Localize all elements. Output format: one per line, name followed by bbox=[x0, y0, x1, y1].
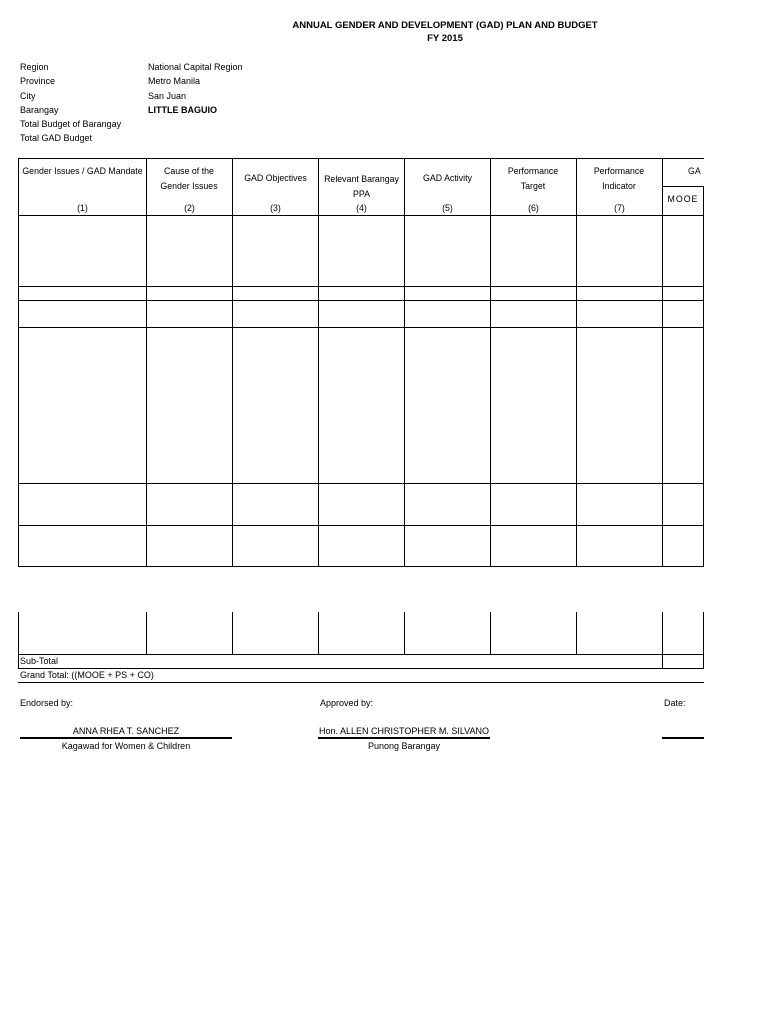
info-value-barangay: LITTLE BAGUIO bbox=[148, 104, 217, 115]
col-border bbox=[576, 612, 577, 654]
info-label-total-budget: Total Budget of Barangay bbox=[20, 119, 122, 130]
info-label-city: City bbox=[20, 90, 36, 101]
col-border bbox=[662, 158, 663, 567]
info-label-region: Region bbox=[20, 62, 49, 72]
col-border bbox=[18, 158, 19, 567]
document-title: ANNUAL GENDER AND DEVELOPMENT (GAD) PLAN AND BUDGET bbox=[292, 20, 598, 31]
subtotal-top-border bbox=[18, 654, 704, 655]
row-divider bbox=[18, 525, 704, 526]
col-header-performance-indicator: Performance Indicator bbox=[593, 166, 645, 191]
endorser-name: ANNA RHEA T. SANCHEZ bbox=[72, 726, 180, 736]
col-border bbox=[318, 158, 319, 567]
col-border bbox=[490, 158, 491, 567]
info-value-province: Metro Manila bbox=[148, 76, 201, 87]
row-divider bbox=[18, 327, 704, 328]
approver-signature-line bbox=[318, 737, 490, 739]
subtotal-bottom-border bbox=[18, 668, 704, 669]
info-label-barangay: Barangay bbox=[20, 104, 59, 115]
endorser-signature-line bbox=[20, 737, 232, 739]
col-border bbox=[146, 612, 147, 654]
info-label-gad-budget: Total GAD Budget bbox=[20, 133, 93, 144]
col-border bbox=[576, 158, 577, 567]
table-top-border bbox=[18, 158, 704, 159]
approver-title: Punong Barangay bbox=[367, 741, 441, 751]
fiscal-year: FY 2015 bbox=[427, 33, 463, 44]
approver-name: Hon. ALLEN CHRISTOPHER M. SILVANO bbox=[318, 726, 490, 736]
col-header-gad-activity: GAD Activity bbox=[423, 173, 472, 183]
col-num-4: (4) bbox=[356, 203, 367, 213]
col-num-2: (2) bbox=[184, 203, 195, 213]
col-border bbox=[662, 612, 663, 669]
info-value-region: National Capital Region bbox=[148, 62, 243, 72]
row-divider bbox=[18, 483, 704, 484]
col-border bbox=[404, 158, 405, 567]
col-border bbox=[703, 612, 704, 669]
approved-by-label: Approved by: bbox=[320, 698, 374, 708]
info-value-gad-budget bbox=[148, 131, 243, 145]
col-border bbox=[18, 612, 19, 669]
header-bottom-border bbox=[18, 215, 704, 216]
subtotal-label: Sub-Total bbox=[20, 656, 59, 666]
col-header-gad-budget: GA bbox=[688, 166, 701, 176]
col-header-performance-target: Performance Target bbox=[507, 166, 559, 191]
info-value-city: San Juan bbox=[148, 90, 187, 101]
table-bottom-border bbox=[18, 566, 704, 567]
col-num-6: (6) bbox=[528, 203, 539, 213]
row-divider bbox=[18, 300, 704, 301]
col-header-gender-issues: Gender Issues / GAD Mandate bbox=[22, 166, 143, 176]
info-values bbox=[148, 60, 243, 146]
col-num-3: (3) bbox=[270, 203, 281, 213]
info-label-province: Province bbox=[20, 76, 56, 87]
grand-total-bottom-border bbox=[18, 682, 704, 683]
endorsed-by-label: Endorsed by: bbox=[20, 698, 74, 708]
col-border bbox=[232, 158, 233, 567]
grand-total-label: Grand Total: ((MOOE + PS + CO) bbox=[20, 670, 154, 680]
col-header-cause: Cause of the Gender Issues bbox=[160, 166, 218, 191]
col-border bbox=[490, 612, 491, 654]
col-border bbox=[318, 612, 319, 654]
col-header-mooe: MOOE bbox=[667, 194, 699, 204]
col-border bbox=[232, 612, 233, 654]
col-num-5: (5) bbox=[442, 203, 453, 213]
endorser-title: Kagawad for Women & Children bbox=[61, 741, 191, 751]
mooe-top-border bbox=[662, 186, 704, 187]
date-label: Date: bbox=[664, 698, 686, 708]
col-border bbox=[703, 186, 704, 567]
col-border bbox=[146, 158, 147, 567]
col-num-1: (1) bbox=[77, 203, 88, 213]
col-border bbox=[404, 612, 405, 654]
row-divider bbox=[18, 286, 704, 287]
info-labels bbox=[20, 60, 121, 146]
info-value-total-budget bbox=[148, 117, 243, 131]
col-header-gad-objectives: GAD Objectives bbox=[244, 173, 307, 183]
col-header-relevant-ppa: Relevant Barangay PPA bbox=[324, 174, 399, 199]
col-num-7: (7) bbox=[614, 203, 625, 213]
date-signature-line bbox=[662, 737, 704, 739]
